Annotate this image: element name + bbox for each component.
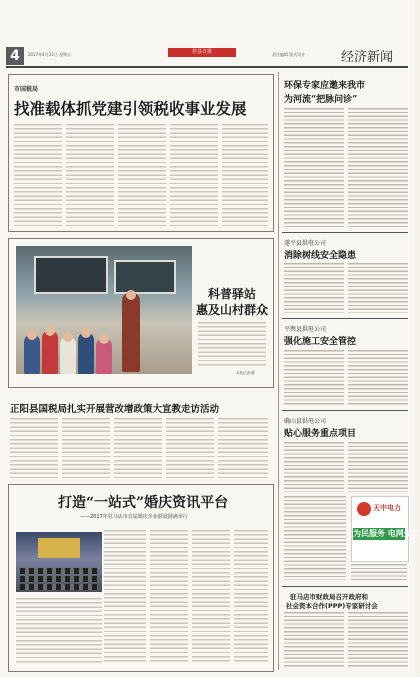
- zhengyang-headline: 正阳县国税局扎实开展营改增政策大宣教走访活动: [10, 404, 220, 415]
- editor-line: 责任编辑 版式设计: [272, 52, 306, 57]
- zhengyang-col-1: [10, 418, 58, 478]
- story3-title: 强化施工安全管控: [284, 337, 357, 347]
- header-rule: [6, 66, 408, 68]
- page-number: 4: [6, 47, 24, 65]
- rule-2: [282, 318, 408, 319]
- story2-col-1: [284, 263, 344, 313]
- lead-headline: 找准载体抓党建引领税收事业发展: [14, 100, 247, 118]
- story2-title: 消除树线安全隐患: [284, 251, 357, 261]
- science-station-photo: [16, 246, 192, 374]
- lead-text-col-5: [222, 124, 268, 226]
- story3-col-1: [284, 350, 344, 406]
- photo-caption-text: [198, 322, 266, 368]
- story4-kicker: 确山县供电公司: [284, 418, 327, 425]
- story4-col-1: [284, 442, 344, 492]
- story1-col-1: [284, 108, 344, 228]
- wedding-col-4: [234, 530, 268, 664]
- date-line: 2017年4月21日 星期五: [28, 52, 72, 57]
- column-divider: [278, 72, 279, 670]
- photo-headline-line1: 科普驿站: [208, 287, 257, 301]
- rule-3: [282, 410, 408, 411]
- lead-text-col-4: [170, 124, 218, 226]
- section-title: 经济新闻: [341, 50, 394, 65]
- story4-title: 贴心服务重点项目: [284, 429, 357, 439]
- bottom-title-line2: 社会资本合作(PPP)专家研讨会: [286, 602, 378, 610]
- photo-headline-line2: 惠及山村群众: [196, 303, 269, 317]
- lead-text-col-2: [66, 124, 114, 226]
- photo-credit: 本报记者 摄: [236, 371, 255, 375]
- story3-kicker: 平舆县供电公司: [284, 326, 327, 333]
- rule-4: [282, 586, 408, 587]
- wedding-headline: 打造“一站式”婚庆资讯平台: [58, 495, 229, 511]
- rule-1: [282, 232, 408, 233]
- story1-title-line2: 为河流“把脉问诊”: [284, 95, 358, 105]
- bottom-col-1: [284, 612, 344, 668]
- wedding-subhead: ——2017年驻马店市首届婚庆企业联展圆满举行: [80, 514, 188, 520]
- wedding-expo-photo: [16, 532, 102, 592]
- zhengyang-col-3: [114, 418, 162, 478]
- wedding-col-2: [150, 530, 188, 664]
- ad-slogan: 为民服务 电网先行: [353, 529, 420, 538]
- story1-title-line1: 环保专家应邀来我市: [284, 81, 366, 91]
- bottom-col-2: [348, 612, 408, 668]
- ad-brand: 天中电力: [373, 504, 401, 512]
- story3-col-2: [348, 350, 408, 406]
- zhengyang-col-2: [62, 418, 110, 478]
- zhengyang-col-5: [218, 418, 268, 478]
- bottom-title-line1: 驻马店市财政局召开政府和: [290, 593, 368, 601]
- wedding-col-left: [16, 598, 102, 664]
- story1-col-2: [348, 108, 408, 228]
- lead-text-col-1: [14, 124, 62, 226]
- power-logo-icon: [357, 502, 371, 516]
- lead-text-col-3: [118, 124, 166, 226]
- wedding-col-1: [104, 530, 146, 664]
- ad-text: [351, 564, 407, 580]
- story4-col-2: [348, 442, 408, 492]
- story2-kicker: 遂平县供电公司: [284, 240, 327, 247]
- masthead: 佳县日报: [168, 48, 236, 57]
- story4-col-3: [284, 496, 346, 580]
- story2-col-2: [348, 263, 408, 313]
- lead-kicker: 市国税局: [14, 86, 39, 93]
- zhengyang-col-4: [166, 418, 214, 478]
- wedding-col-3: [192, 530, 230, 664]
